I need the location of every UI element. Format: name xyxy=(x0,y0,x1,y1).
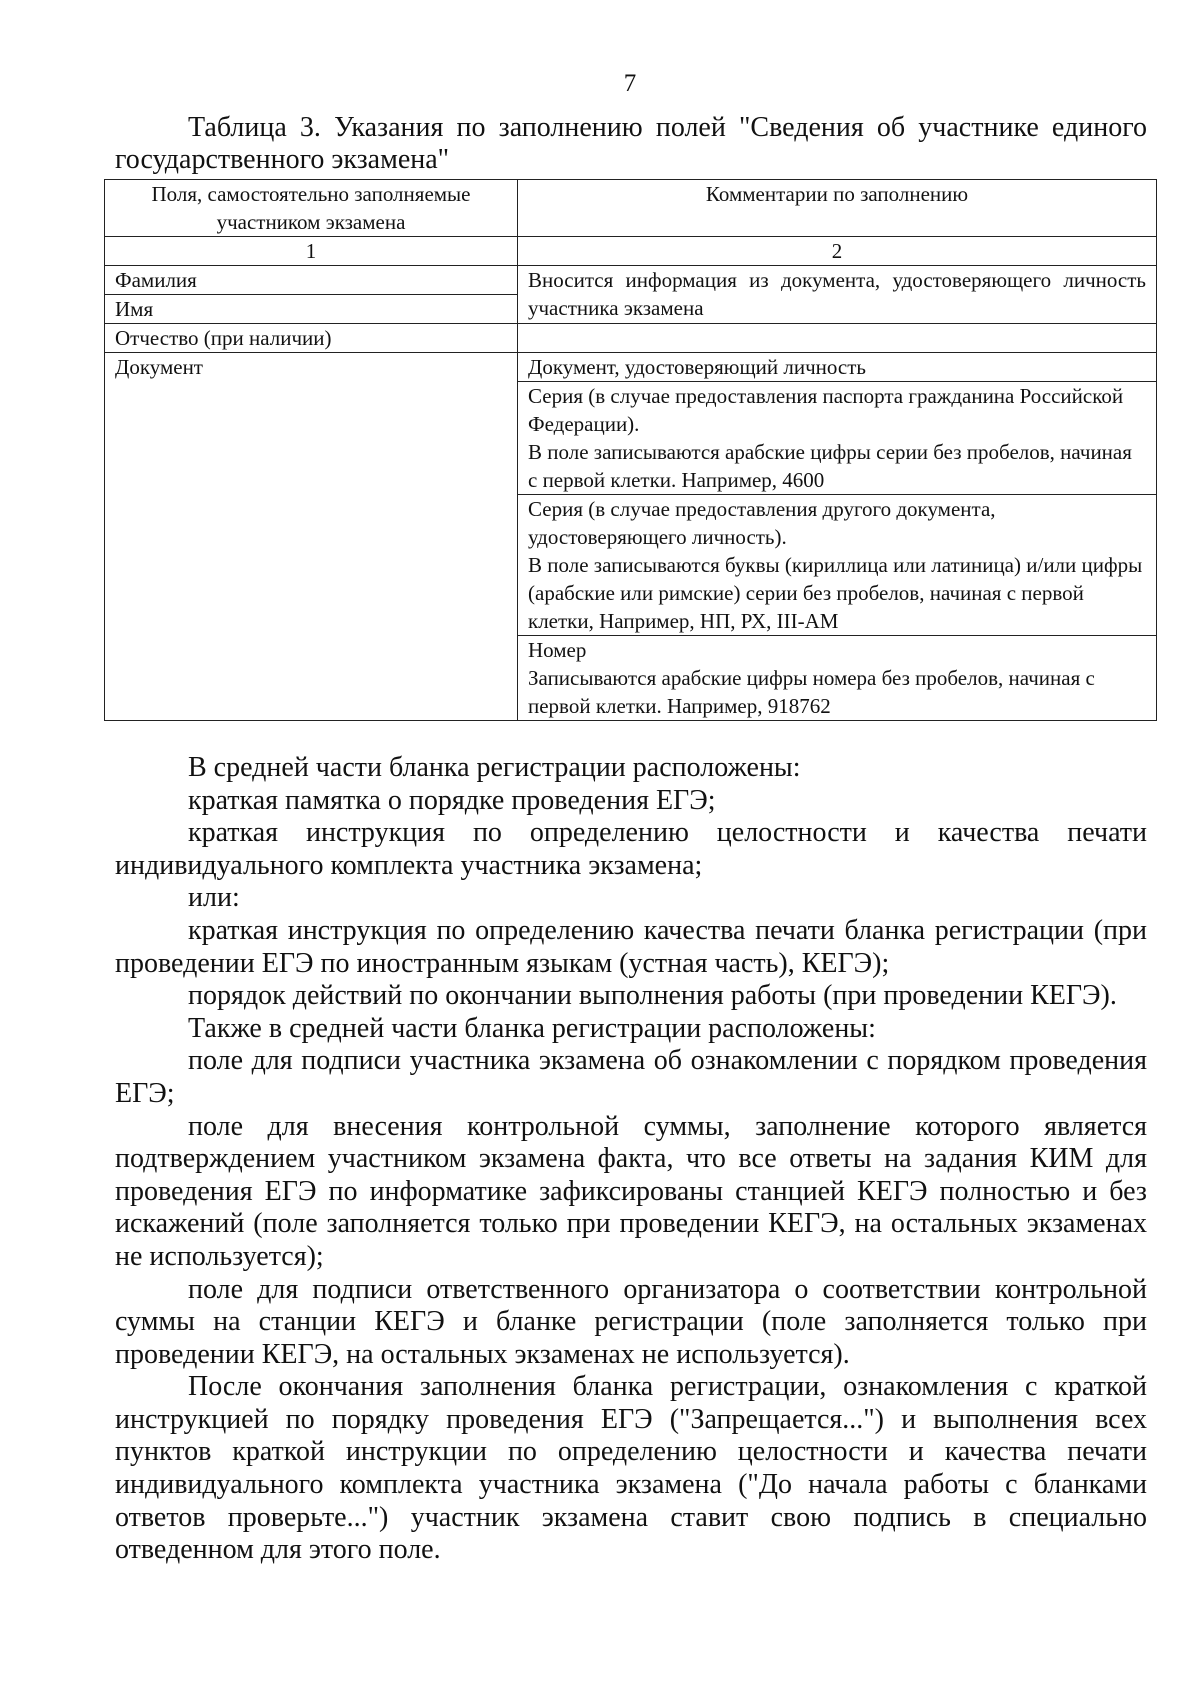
table-header-row xyxy=(105,180,1157,237)
comment-line: Записываются арабские цифры номера без пробелов, начиная с первой клетки. Например, 918762 xyxy=(528,666,1095,718)
field-name: Имя xyxy=(105,295,518,324)
table-row xyxy=(105,324,1157,353)
paragraph: краткая инструкция по определению качества печати бланка регистрации (при проведении ЕГЭ по иностранным языкам (устная часть), КЕГЭ); xyxy=(115,914,1147,979)
paragraph: краткая памятка о порядке проведения ЕГЭ; xyxy=(188,784,716,816)
field-surname: Фамилия xyxy=(105,266,518,295)
column-number-2: 2 xyxy=(518,237,1157,266)
comment-line: Номер xyxy=(528,638,587,662)
comment-document: Документ, удостоверяющий личность xyxy=(518,353,1157,382)
table-row xyxy=(105,353,1157,382)
comment-line: В поле записываются буквы (кириллица или латиница) и/или цифры (арабские или римские) серии без пробелов, начиная с первой клетки, Например, НП, РХ, III-АМ xyxy=(528,553,1143,633)
paragraph: поле для подписи участника экзамена об ознакомлении с порядком проведения ЕГЭ; xyxy=(115,1045,1147,1109)
header-fields: Поля, самостоятельно заполняемые участником экзамена xyxy=(105,180,518,237)
paragraph: или: xyxy=(188,882,240,914)
body-text xyxy=(115,752,1147,1567)
header-comments: Комментарии по заполнению xyxy=(518,180,1157,237)
comment-number xyxy=(518,636,1157,721)
comment-series-other xyxy=(518,495,1157,636)
paragraph: поле для подписи ответственного организатора о соответствии контрольной суммы на станции КЕГЭ и бланке регистрации (поле заполняется только при проведении КЕГЭ, на остальных экзаменах не используется). xyxy=(115,1273,1147,1370)
comment-line: Серия (в случае предоставления паспорта гражданина Российской Федерации). xyxy=(528,384,1124,436)
column-number-1: 1 xyxy=(105,237,518,266)
paragraph: В средней части бланка регистрации расположены: xyxy=(188,752,801,783)
comment-line: Серия (в случае предоставления другого документа, удостоверяющего личность). xyxy=(528,497,996,549)
table-row xyxy=(105,266,1157,295)
comment-identity: Вносится информация из документа, удостоверяющего личность участника экзамена xyxy=(518,266,1157,324)
field-document: Документ xyxy=(105,353,518,721)
table-caption: Таблица 3. Указания по заполнению полей "Сведения об участнике единого государственного экзамена" xyxy=(115,112,1147,175)
paragraph: порядок действий по окончании выполнения работы (при проведении КЕГЭ). xyxy=(188,980,1117,1012)
table-number-row xyxy=(105,237,1157,266)
comment-line: В поле записываются арабские цифры серии без пробелов, начиная с первой клетки. Например, 4600 xyxy=(528,440,1132,492)
instructions-table xyxy=(104,179,1157,721)
comment-empty xyxy=(518,324,1157,353)
comment-series-passport xyxy=(518,382,1157,495)
page-number: 7 xyxy=(623,70,637,97)
field-patronymic: Отчество (при наличии) xyxy=(105,324,518,353)
paragraph: Также в средней части бланка регистрации расположены: xyxy=(188,1012,876,1044)
paragraph: После окончания заполнения бланка регистрации, ознакомления с краткой инструкцией по порядку проведения ЕГЭ ("Запрещается...") и выполнения всех пунктов краткой инструкции по определению целостности и качества печати индивидуального комплекта участника экзамена ("До начала работы с бланками ответов проверьте...") участник экзамена ставит свою подпись в специально отведенном для этого поле. xyxy=(115,1371,1147,1566)
paragraph: поле для внесения контрольной суммы, заполнение которого является подтверждением участником экзамена факта, что все ответы на задания КИМ для проведения ЕГЭ по информатике зафиксированы станцией КЕГЭ полностью и без искажений (поле заполняется только при проведении КЕГЭ, на остальных экзаменах не используется); xyxy=(115,1110,1147,1272)
paragraph: краткая инструкция по определению целостности и качества печати индивидуального комплекта участника экзамена; xyxy=(115,817,1147,881)
